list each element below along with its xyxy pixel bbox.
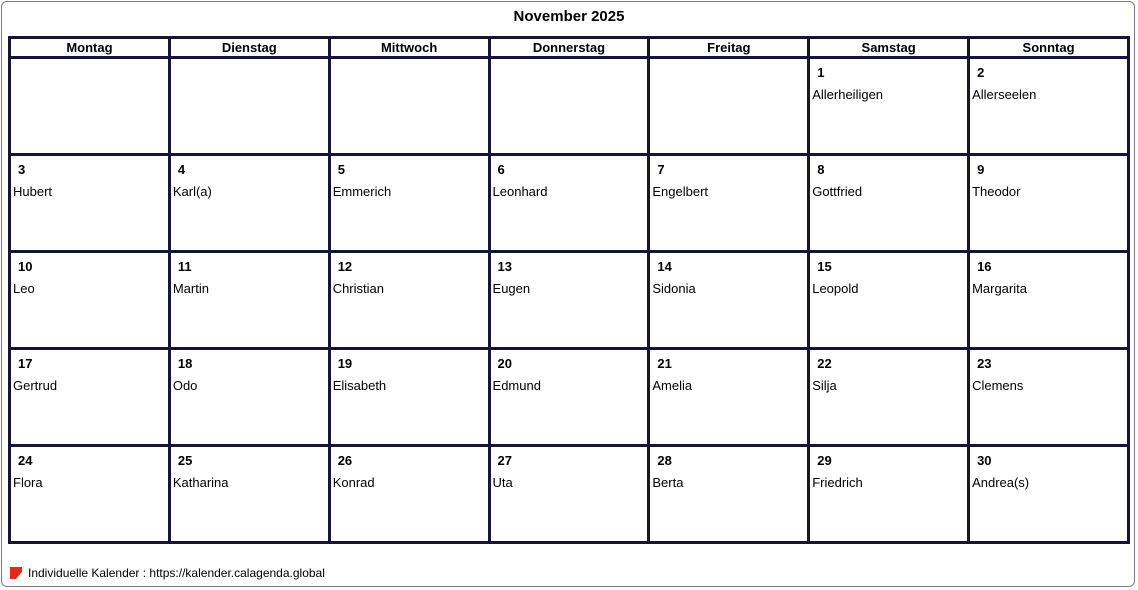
day-cell (969, 252, 1129, 349)
day-cell (649, 446, 809, 543)
day-cell (169, 446, 329, 543)
day-number: 16 (977, 259, 992, 274)
name-day: Edmund (492, 378, 541, 393)
day-cell (649, 252, 809, 349)
day-cell (169, 252, 329, 349)
name-day: Sidonia (652, 281, 696, 296)
empty-day-cell (329, 58, 489, 155)
day-cell (809, 155, 969, 252)
day-number: 22 (817, 356, 832, 371)
day-cell (169, 349, 329, 446)
week-row (10, 446, 1129, 543)
name-day: Flora (13, 475, 43, 490)
name-day: Gottfried (812, 184, 863, 199)
day-number (338, 65, 488, 80)
day-cell (489, 446, 649, 543)
day-number: 9 (977, 162, 985, 177)
day-cell (969, 58, 1129, 155)
empty-day-cell (169, 58, 329, 155)
day-number: 4 (177, 162, 186, 177)
day-cell (169, 155, 329, 252)
day-number: 26 (337, 453, 353, 468)
day-number: 21 (657, 356, 672, 371)
name-day: Engelbert (652, 184, 709, 199)
name-day: Odo (172, 378, 198, 393)
day-number: 14 (657, 259, 672, 274)
weekday-header: Dienstag (169, 38, 329, 58)
day-number: 2 (977, 65, 985, 80)
weekday-header: Freitag (649, 38, 809, 58)
footer-link[interactable]: Individuelle Kalender : https://kalender.calagenda.global (28, 566, 325, 580)
name-day: Katharina (172, 475, 229, 490)
day-number: 19 (337, 356, 353, 371)
day-cell (809, 446, 969, 543)
calendar-logo-icon (9, 566, 23, 580)
name-day: Margarita (972, 281, 1027, 296)
name-day: Gertrud (13, 378, 58, 393)
day-number: 5 (337, 162, 345, 177)
footer (9, 566, 325, 580)
day-cell (489, 349, 649, 446)
day-cell (489, 155, 649, 252)
week-row (10, 155, 1129, 252)
name-day: Clemens (972, 378, 1024, 393)
week-row (10, 349, 1129, 446)
day-cell (969, 349, 1129, 446)
day-number: 20 (497, 356, 512, 371)
day-cell (969, 155, 1129, 252)
day-cell (649, 349, 809, 446)
day-number (18, 65, 168, 80)
weekday-header: Samstag (809, 38, 969, 58)
name-day: Allerheiligen (812, 87, 884, 102)
day-number: 27 (497, 453, 512, 468)
name-day: Leopold (812, 281, 859, 296)
day-cell (10, 252, 170, 349)
name-day: Uta (492, 475, 513, 490)
name-day: Christian (332, 281, 384, 296)
day-cell (329, 252, 489, 349)
calendar-grid (8, 36, 1130, 544)
weekday-header: Sonntag (969, 38, 1129, 58)
day-number (657, 65, 807, 80)
name-day: Theodor (972, 184, 1021, 199)
day-number: 18 (177, 356, 193, 371)
day-number: 3 (18, 162, 26, 177)
day-cell (329, 155, 489, 252)
day-number: 10 (18, 259, 33, 274)
name-day: Leo (13, 281, 35, 296)
day-number: 28 (657, 453, 672, 468)
day-cell (10, 349, 170, 446)
weekday-header: Donnerstag (489, 38, 649, 58)
day-cell (489, 252, 649, 349)
day-cell (329, 446, 489, 543)
name-day: Amelia (652, 378, 693, 393)
day-cell (10, 155, 170, 252)
day-number: 13 (497, 259, 512, 274)
day-number: 7 (657, 162, 665, 177)
day-number: 12 (337, 259, 353, 274)
day-number (178, 65, 328, 80)
name-day: Konrad (332, 475, 375, 490)
name-day: Berta (652, 475, 684, 490)
day-cell (969, 446, 1129, 543)
weekday-header: Mittwoch (329, 38, 489, 58)
day-cell (649, 155, 809, 252)
day-number: 24 (18, 453, 33, 468)
day-number: 8 (817, 162, 825, 177)
day-number: 17 (18, 356, 33, 371)
name-day: Eugen (492, 281, 531, 296)
week-row (10, 252, 1129, 349)
day-number: 30 (977, 453, 992, 468)
name-day: Andrea(s) (972, 475, 1030, 490)
name-day: Karl(a) (172, 184, 212, 199)
day-number: 15 (817, 259, 832, 274)
calendar-title: November 2025 (513, 8, 625, 25)
day-number: 6 (497, 162, 505, 177)
name-day: Hubert (13, 184, 53, 199)
name-day: Elisabeth (332, 378, 387, 393)
day-cell (809, 252, 969, 349)
week-row (10, 58, 1129, 155)
empty-day-cell (489, 58, 649, 155)
day-number: 11 (177, 259, 192, 274)
name-day: Friedrich (812, 475, 863, 490)
name-day: Emmerich (332, 184, 392, 199)
empty-day-cell (649, 58, 809, 155)
name-day: Leonhard (492, 184, 548, 199)
day-number: 25 (177, 453, 193, 468)
day-cell (10, 446, 170, 543)
name-day: Martin (172, 281, 209, 296)
name-day: Silja (812, 378, 837, 393)
day-cell (809, 58, 969, 155)
weekday-header: Montag (10, 38, 170, 58)
day-cell (809, 349, 969, 446)
weekday-header-row (10, 38, 1129, 58)
day-cell (329, 349, 489, 446)
day-number: 29 (817, 453, 832, 468)
day-number (498, 65, 648, 80)
empty-day-cell (10, 58, 170, 155)
day-number: 23 (977, 356, 992, 371)
day-number: 1 (817, 65, 825, 80)
name-day: Allerseelen (972, 87, 1037, 102)
